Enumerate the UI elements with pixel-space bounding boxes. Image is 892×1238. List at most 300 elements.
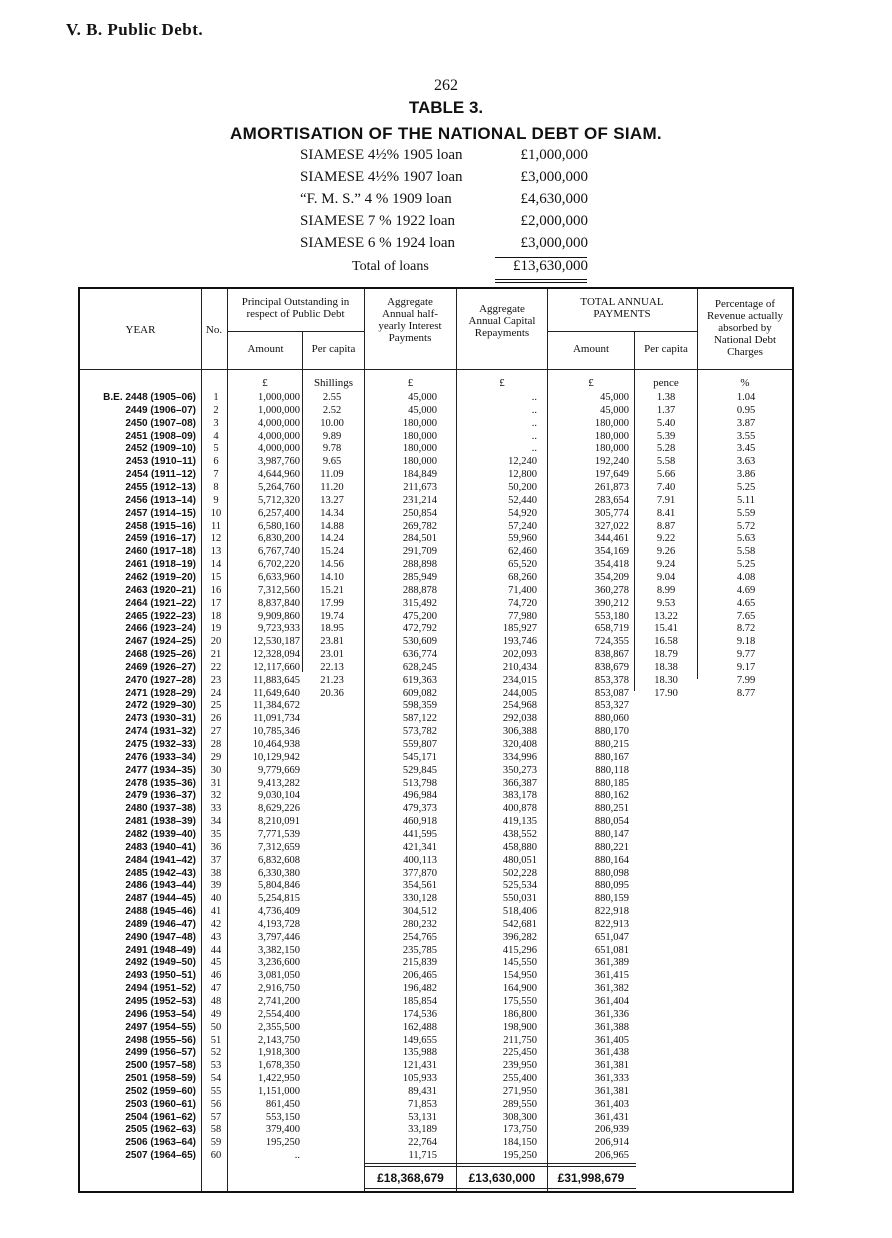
row-principal-per-capita: 17.99 <box>320 597 344 609</box>
row-revenue-pct: 5.59 <box>736 507 756 519</box>
row-revenue-pct: 3.55 <box>736 430 756 442</box>
row-interest: 598,359 <box>402 700 437 712</box>
row-interest: 250,854 <box>402 507 437 519</box>
row-number: 57 <box>210 1111 222 1123</box>
row-principal-amount: 1,000,000 <box>258 392 300 403</box>
row-total-payment: 283,654 <box>594 494 629 506</box>
row-total-payment: 658,719 <box>594 623 629 635</box>
row-payment-per-capita: 9.53 <box>656 597 676 609</box>
row-total-payment: 880,095 <box>594 880 629 892</box>
row-principal-per-capita: 21.23 <box>320 674 344 686</box>
row-total-payment: 880,185 <box>594 777 629 789</box>
row-year: 2453 (1910–11) <box>125 456 196 468</box>
row-total-payment: 880,147 <box>594 828 629 840</box>
row-payment-per-capita: 9.24 <box>656 559 676 570</box>
row-number: 40 <box>210 893 222 905</box>
row-total-payment: 361,336 <box>594 1008 629 1020</box>
row-payment-per-capita: 9.26 <box>656 546 676 558</box>
row-interest: 45,000 <box>408 404 437 416</box>
row-number: 53 <box>210 1060 222 1072</box>
row-interest: 206,465 <box>402 970 437 982</box>
row-capital-repayment: 271,950 <box>502 1085 537 1097</box>
row-total-payment: 361,404 <box>594 995 629 1007</box>
loan-row <box>300 191 588 212</box>
row-principal-amount: 4,000,000 <box>258 430 300 442</box>
row-interest: 180,000 <box>402 443 437 455</box>
row-number: 27 <box>210 726 222 738</box>
row-capital-repayment: 502,228 <box>502 867 537 879</box>
row-revenue-pct: 0.95 <box>736 404 756 416</box>
row-capital-repayment: 292,038 <box>502 713 537 725</box>
row-payment-per-capita: 5.28 <box>656 443 676 455</box>
row-interest: 45,000 <box>408 392 437 403</box>
row-total-payment: 45,000 <box>600 392 629 403</box>
unit-interest: £ <box>407 377 414 389</box>
row-payment-per-capita: 5.66 <box>656 469 676 481</box>
row-revenue-pct: 3.87 <box>736 417 756 429</box>
row-total-payment: 853,087 <box>594 687 629 699</box>
row-number: 11 <box>210 520 222 532</box>
row-capital-repayment: 308,300 <box>502 1111 537 1123</box>
row-principal-per-capita: 15.21 <box>320 584 344 596</box>
row-capital-repayment: 289,550 <box>502 1098 537 1110</box>
row-interest: 573,782 <box>402 726 437 738</box>
header-principal: Principal Outstanding in respect of Public Debt <box>241 296 350 320</box>
row-principal-per-capita: 15.24 <box>320 546 344 558</box>
row-number: 14 <box>210 559 222 570</box>
row-principal-amount: 2,355,500 <box>258 1021 300 1033</box>
row-interest: 180,000 <box>402 430 437 442</box>
totals-rule <box>364 1163 636 1164</box>
row-number: 46 <box>210 970 222 982</box>
row-number: 54 <box>210 1073 222 1084</box>
row-principal-amount: 2,916,750 <box>258 983 300 995</box>
row-revenue-pct: 4.08 <box>736 571 756 583</box>
row-capital-repayment: 186,800 <box>502 1008 537 1020</box>
row-year: 2501 (1958–59) <box>125 1073 196 1084</box>
row-year: 2480 (1937–38) <box>125 803 196 815</box>
header-capital: Aggregate Annual Capital Repayments <box>468 303 536 339</box>
row-number: 2 <box>213 404 219 416</box>
row-number: 22 <box>210 661 222 673</box>
row-capital-repayment: 68,260 <box>508 571 537 583</box>
row-capital-repayment: 366,387 <box>502 777 537 789</box>
row-principal-amount: 8,629,226 <box>258 803 300 815</box>
row-total-payment: 724,355 <box>594 636 629 648</box>
row-capital-repayment: 239,950 <box>502 1060 537 1072</box>
row-year: 2498 (1955–56) <box>125 1034 196 1046</box>
row-revenue-pct: 5.72 <box>736 520 756 532</box>
row-principal-per-capita: 14.88 <box>320 520 344 532</box>
loan-row <box>300 213 588 234</box>
row-principal-per-capita: 11.09 <box>320 469 344 481</box>
row-capital-repayment: 12,800 <box>508 469 537 481</box>
row-principal-amount: 4,644,960 <box>258 469 300 481</box>
row-number: 8 <box>213 481 219 493</box>
row-capital-repayment: 164,900 <box>502 983 537 995</box>
row-total-payment: 192,240 <box>594 456 629 468</box>
row-year: 2497 (1954–55) <box>125 1021 196 1033</box>
row-capital-repayment: 145,550 <box>502 957 537 969</box>
row-total-payment: 261,873 <box>594 481 629 493</box>
row-year: 2496 (1953–54) <box>125 1008 196 1020</box>
row-number: 50 <box>210 1021 222 1033</box>
row-interest: 285,949 <box>402 571 437 583</box>
row-principal-per-capita: 2.55 <box>322 392 342 403</box>
row-revenue-pct: 1.04 <box>736 392 756 403</box>
row-year: 2485 (1942–43) <box>125 867 196 879</box>
row-principal-amount: 11,384,672 <box>253 700 300 712</box>
row-principal-amount: 4,193,728 <box>258 918 300 930</box>
row-total-payment: 354,209 <box>594 571 629 583</box>
row-revenue-pct: 3.63 <box>736 456 756 468</box>
row-number: 45 <box>210 957 222 969</box>
row-interest: 559,807 <box>402 739 437 750</box>
row-total-payment: 553,180 <box>594 610 629 622</box>
row-number: 4 <box>213 430 219 442</box>
row-capital-repayment: 400,878 <box>502 803 537 815</box>
loan-row <box>300 235 588 256</box>
column-divider <box>547 289 548 1191</box>
row-capital-repayment: 154,950 <box>502 970 537 982</box>
row-number: 13 <box>210 546 222 558</box>
loan-name: SIAMESE 6 % 1924 loan <box>300 235 455 251</box>
row-capital-repayment: 550,031 <box>502 893 537 905</box>
row-revenue-pct: 5.11 <box>737 494 755 506</box>
row-revenue-pct: 7.99 <box>736 674 756 686</box>
page-number: 262 <box>434 77 458 94</box>
row-year: 2502 (1959–60) <box>125 1085 196 1097</box>
row-principal-amount: 9,909,860 <box>258 610 300 622</box>
row-year: 2483 (1940–41) <box>125 841 196 853</box>
row-interest: 196,482 <box>402 983 437 995</box>
row-interest: 472,792 <box>402 623 437 635</box>
table-label: TABLE 3. <box>408 98 484 117</box>
row-total-payment: 344,461 <box>594 533 629 545</box>
total-double-rule <box>495 282 587 283</box>
row-total-payment: 197,649 <box>594 469 629 481</box>
row-interest: 33,189 <box>408 1124 437 1136</box>
row-capital-repayment: 198,900 <box>502 1021 537 1033</box>
row-interest: 105,933 <box>402 1073 437 1084</box>
row-number: 25 <box>210 700 222 712</box>
row-interest: 609,082 <box>402 687 437 699</box>
row-total-payment: 853,327 <box>594 700 629 712</box>
row-revenue-pct: 7.65 <box>736 610 756 622</box>
row-total-payment: 361,438 <box>594 1047 629 1059</box>
loan-name: “F. M. S.” 4 % 1909 loan <box>300 191 452 207</box>
row-capital-repayment: .. <box>531 417 537 429</box>
row-year: 2457 (1914–15) <box>125 507 196 519</box>
total-payments: £31,998,679 <box>557 1171 625 1185</box>
row-principal-amount: 5,804,846 <box>258 880 300 892</box>
row-total-payment: 361,388 <box>594 1021 629 1033</box>
row-number: 21 <box>210 649 222 660</box>
row-interest: 180,000 <box>402 417 437 429</box>
row-principal-amount: 6,702,220 <box>258 559 300 570</box>
row-number: 3 <box>213 417 219 429</box>
row-number: 32 <box>210 790 222 802</box>
row-total-payment: 880,162 <box>594 790 629 802</box>
row-total-payment: 361,431 <box>594 1111 629 1123</box>
row-payment-per-capita: 1.37 <box>656 404 676 416</box>
row-principal-amount: 10,785,346 <box>252 726 300 738</box>
row-total-payment: 880,054 <box>594 816 629 827</box>
row-revenue-pct: 5.58 <box>736 546 756 558</box>
row-capital-repayment: 234,015 <box>502 674 537 686</box>
row-interest: 174,536 <box>402 1008 437 1020</box>
row-payment-per-capita: 18.38 <box>654 661 678 673</box>
row-capital-repayment: 202,093 <box>502 649 537 660</box>
row-interest: 291,709 <box>402 546 437 558</box>
row-total-payment: 880,164 <box>594 854 629 866</box>
row-interest: 545,171 <box>402 751 437 763</box>
row-interest: 53,131 <box>408 1111 437 1123</box>
header-pay-amount: Amount <box>572 343 610 355</box>
row-interest: 135,988 <box>402 1047 437 1059</box>
row-principal-amount: 10,464,938 <box>252 739 300 750</box>
row-capital-repayment: 525,534 <box>502 880 537 892</box>
row-principal-amount: 6,767,740 <box>258 546 300 558</box>
row-principal-per-capita: 18.95 <box>320 623 344 635</box>
row-capital-repayment: 383,178 <box>502 790 537 802</box>
row-number: 37 <box>210 854 222 866</box>
row-number: 35 <box>210 828 222 840</box>
row-year: 2481 (1938–39) <box>125 816 196 827</box>
row-year: 2506 (1963–64) <box>125 1137 196 1149</box>
row-interest: 235,785 <box>402 944 437 956</box>
row-number: 19 <box>210 623 222 635</box>
row-principal-amount: 12,328,094 <box>252 649 300 660</box>
row-number: 52 <box>210 1047 222 1059</box>
row-principal-amount: 8,210,091 <box>258 816 300 827</box>
row-revenue-pct: 5.63 <box>736 533 756 545</box>
row-interest: 162,488 <box>402 1021 437 1033</box>
row-principal-per-capita: 11.20 <box>320 481 344 493</box>
row-principal-amount: 3,987,760 <box>258 456 300 468</box>
row-interest: 513,798 <box>402 777 437 789</box>
row-capital-repayment: 225,450 <box>502 1047 537 1059</box>
row-number: 9 <box>213 494 219 506</box>
row-interest: 288,878 <box>402 584 437 596</box>
total-interest: £18,368,679 <box>377 1171 444 1185</box>
row-capital-repayment: 52,440 <box>508 494 537 506</box>
row-total-payment: 206,914 <box>594 1137 629 1149</box>
header-pay-per-capita: Per capita <box>644 343 688 355</box>
table-title: AMORTISATION OF THE NATIONAL DEBT OF SIAM. <box>230 124 662 143</box>
row-year: 2491 (1948–49) <box>125 944 196 956</box>
row-interest: 280,232 <box>402 918 437 930</box>
row-principal-amount: 6,580,160 <box>258 520 300 532</box>
row-capital-repayment: 12,240 <box>508 456 537 468</box>
row-principal-amount: 1,422,950 <box>258 1073 300 1084</box>
row-principal-per-capita: 14.56 <box>320 559 344 570</box>
row-revenue-pct: 3.86 <box>736 469 756 481</box>
header-rule <box>547 331 697 332</box>
row-total-payment: 822,913 <box>594 918 629 930</box>
row-principal-amount: 195,250 <box>265 1137 300 1149</box>
row-principal-amount: 4,000,000 <box>258 417 300 429</box>
row-interest: 636,774 <box>402 649 437 660</box>
row-capital-repayment: 480,051 <box>502 854 537 866</box>
row-total-payment: 361,382 <box>594 983 629 995</box>
row-year: 2469 (1926–27) <box>125 661 196 673</box>
row-total-payment: 360,278 <box>594 584 629 596</box>
row-total-payment: 327,022 <box>594 520 629 532</box>
row-capital-repayment: 255,400 <box>502 1073 537 1084</box>
row-year: 2488 (1945–46) <box>125 906 196 917</box>
row-interest: 121,431 <box>402 1060 437 1072</box>
row-principal-amount: 9,723,933 <box>258 623 300 635</box>
row-number: 60 <box>210 1150 222 1162</box>
row-number: 42 <box>210 918 222 930</box>
unit-pay-amount: £ <box>588 377 594 389</box>
row-interest: 184,849 <box>402 469 437 481</box>
row-principal-amount: 6,330,380 <box>258 867 300 879</box>
row-total-payment: 361,333 <box>594 1073 629 1084</box>
row-interest: 496,984 <box>402 790 437 802</box>
row-number: 33 <box>210 803 222 815</box>
row-payment-per-capita: 17.90 <box>654 687 678 699</box>
row-year: 2487 (1944–45) <box>125 893 196 905</box>
row-total-payment: 880,159 <box>594 893 629 905</box>
row-capital-repayment: 173,750 <box>502 1124 537 1136</box>
row-number: 55 <box>210 1085 222 1097</box>
loan-amount: £4,630,000 <box>520 191 588 207</box>
row-payment-per-capita: 8.87 <box>656 520 676 532</box>
row-capital-repayment: 57,240 <box>508 520 537 532</box>
row-capital-repayment: 244,005 <box>502 687 537 699</box>
row-capital-repayment: 438,552 <box>502 828 537 840</box>
row-principal-amount: 2,554,400 <box>258 1008 300 1020</box>
row-number: 41 <box>210 906 222 917</box>
row-year: 2471 (1928–29) <box>125 687 196 699</box>
row-capital-repayment: 175,550 <box>502 995 537 1007</box>
row-principal-amount: 8,837,840 <box>258 597 300 609</box>
row-year: 2452 (1909–10) <box>125 443 196 455</box>
row-capital-repayment: 185,927 <box>502 623 537 635</box>
loan-amount: £2,000,000 <box>520 213 588 229</box>
row-year: 2461 (1918–19) <box>125 559 196 570</box>
row-principal-amount: 2,143,750 <box>258 1034 300 1046</box>
totals-rule <box>364 1188 636 1189</box>
row-total-payment: 361,381 <box>594 1085 629 1097</box>
row-capital-repayment: 210,434 <box>502 661 537 673</box>
row-principal-amount: 9,413,282 <box>258 777 300 789</box>
row-principal-per-capita: 23.01 <box>320 649 344 660</box>
row-payment-per-capita: 18.30 <box>654 674 678 686</box>
row-capital-repayment: .. <box>531 392 537 403</box>
row-principal-amount: 379,400 <box>265 1124 300 1136</box>
row-total-payment: 206,965 <box>594 1150 629 1162</box>
row-year: 2455 (1912–13) <box>125 481 196 493</box>
total-capital: £13,630,000 <box>468 1171 536 1185</box>
row-total-payment: 361,403 <box>594 1098 629 1110</box>
row-number: 1 <box>213 392 219 403</box>
row-year: B.E. 2448 (1905–06) <box>103 392 196 403</box>
row-interest: 180,000 <box>402 456 437 468</box>
row-principal-amount: 861,450 <box>265 1098 300 1110</box>
row-number: 38 <box>210 867 222 879</box>
row-year: 2450 (1907–08) <box>125 417 196 429</box>
row-year: 2482 (1939–40) <box>125 828 196 840</box>
row-interest: 269,782 <box>402 520 437 532</box>
row-principal-per-capita: 9.65 <box>322 456 342 468</box>
total-loans-amount: £13,630,000 <box>513 258 588 274</box>
total-loans-label: Total of loans <box>352 259 429 274</box>
loan-name: SIAMESE 7 % 1922 loan <box>300 213 455 229</box>
row-capital-repayment: 254,968 <box>502 700 537 712</box>
row-interest: 421,341 <box>402 841 437 853</box>
row-principal-amount: 11,883,645 <box>253 674 300 686</box>
row-year: 2490 (1947–48) <box>125 931 196 943</box>
row-principal-amount: .. <box>294 1150 300 1162</box>
row-number: 12 <box>210 533 222 545</box>
row-interest: 315,492 <box>402 597 437 609</box>
row-principal-per-capita: 2.52 <box>322 404 342 416</box>
row-number: 18 <box>210 610 222 622</box>
row-payment-per-capita: 16.58 <box>654 636 678 648</box>
column-divider <box>697 289 698 679</box>
row-interest: 587,122 <box>402 713 437 725</box>
header-total-payments: TOTAL ANNUAL PAYMENTS <box>580 296 664 320</box>
row-number: 39 <box>210 880 222 892</box>
header-year: YEAR <box>125 324 156 336</box>
row-capital-repayment: 350,273 <box>502 764 537 776</box>
row-principal-per-capita: 13.27 <box>320 494 344 506</box>
row-total-payment: 880,170 <box>594 726 629 738</box>
row-number: 6 <box>213 456 219 468</box>
row-number: 16 <box>210 584 222 596</box>
row-principal-amount: 11,649,640 <box>253 687 300 699</box>
row-number: 10 <box>210 507 222 519</box>
loan-row <box>300 169 588 190</box>
row-number: 51 <box>210 1034 222 1046</box>
row-number: 34 <box>210 816 222 827</box>
row-number: 24 <box>210 687 222 699</box>
row-interest: 400,113 <box>403 854 437 866</box>
row-interest: 479,373 <box>402 803 437 815</box>
row-payment-per-capita: 15.41 <box>654 623 678 635</box>
row-total-payment: 880,251 <box>594 803 629 815</box>
row-principal-amount: 3,797,446 <box>258 931 300 943</box>
loan-name: SIAMESE 4½% 1907 loan <box>300 169 463 185</box>
row-principal-per-capita: 14.34 <box>320 507 344 519</box>
row-number: 23 <box>210 674 222 686</box>
row-payment-per-capita: 5.39 <box>656 430 676 442</box>
row-number: 47 <box>210 983 222 995</box>
row-year: 2503 (1960–61) <box>125 1098 196 1110</box>
row-interest: 211,673 <box>403 481 437 493</box>
row-interest: 71,853 <box>408 1098 437 1110</box>
row-year: 2473 (1930–31) <box>125 713 196 725</box>
unit-revenue: % <box>740 377 750 389</box>
row-revenue-pct: 4.65 <box>736 597 756 609</box>
row-total-payment: 651,047 <box>594 931 629 943</box>
row-principal-amount: 3,382,150 <box>258 944 300 956</box>
row-principal-per-capita: 23.81 <box>320 636 344 648</box>
row-capital-repayment: 415,296 <box>502 944 537 956</box>
row-total-payment: 206,939 <box>594 1124 629 1136</box>
row-interest: 231,214 <box>402 494 437 506</box>
row-revenue-pct: 9.18 <box>736 636 756 648</box>
row-interest: 475,200 <box>402 610 437 622</box>
row-interest: 288,898 <box>402 559 437 570</box>
row-principal-per-capita: 10.00 <box>320 417 344 429</box>
row-principal-per-capita: 20.36 <box>320 687 344 699</box>
row-interest: 619,363 <box>402 674 437 686</box>
unit-per-capita: Shillings <box>313 377 354 389</box>
